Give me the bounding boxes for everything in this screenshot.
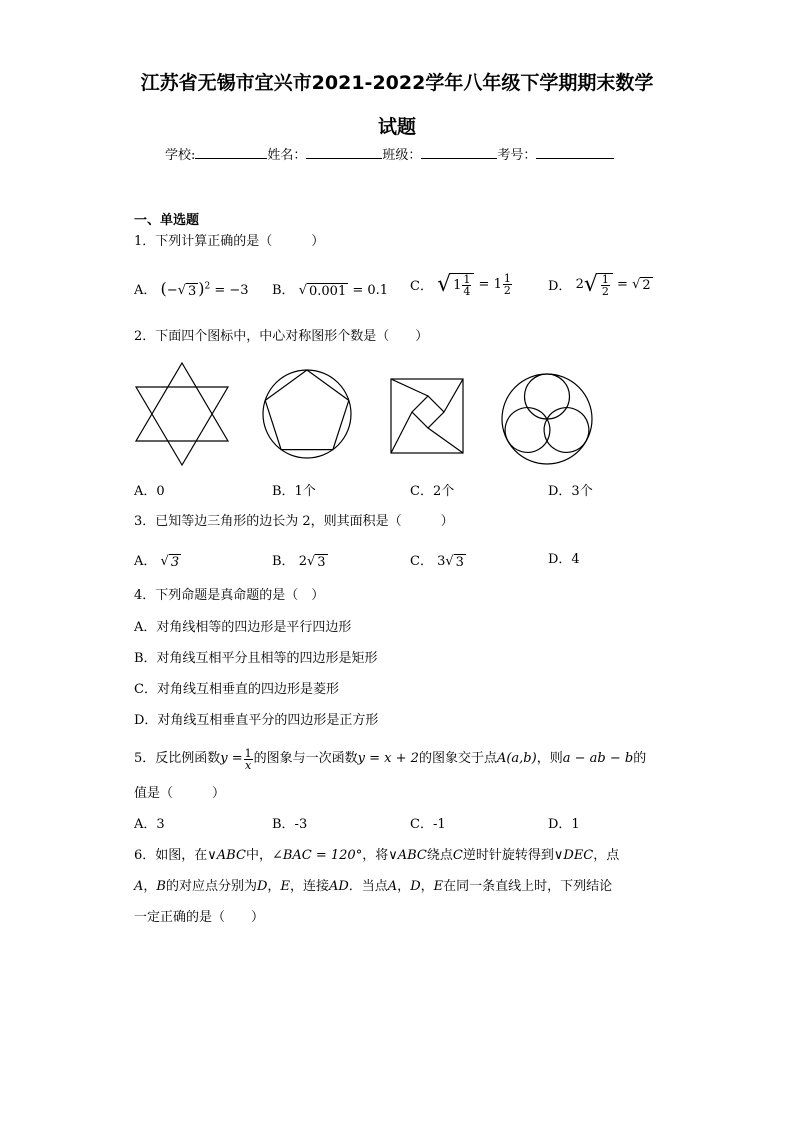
stem-text: ，则: [536, 751, 563, 766]
stem-text: 绕点: [426, 848, 453, 863]
stem-text: ，: [143, 879, 157, 894]
page-title-line2: 试题: [377, 116, 416, 138]
option-b-rhs: = 0.1: [352, 283, 389, 298]
option-label: A．: [134, 554, 157, 569]
question-3-stem: 3．已知等边三角形的边长为 2，则其面积是（ ）: [134, 514, 454, 529]
fraction-denominator: 4: [463, 284, 471, 298]
option-label: D．: [548, 279, 572, 294]
q1-option-d: D． 2 √ $\frac{1}{2}$ = √ 2: [548, 272, 651, 298]
stem-text: ，连接: [289, 879, 329, 894]
math-expr: E: [280, 879, 290, 894]
math-expr: E: [433, 879, 444, 894]
math-expr: D: [410, 879, 421, 894]
fraction-denominator: x: [245, 758, 252, 772]
page-title: 江苏省无锡市宜兴市2021-2022学年八年级下学期期末数学: [140, 72, 654, 94]
name-label: 姓名：: [267, 148, 307, 163]
stem-text: ，将: [362, 848, 389, 863]
class-blank: [421, 146, 497, 159]
stem-text: 的对应点分别为: [165, 879, 257, 894]
stem-text: 6．如图，在: [134, 848, 208, 863]
school-label: 学校:: [165, 148, 196, 163]
stem-text: 5．反比例函数: [134, 751, 221, 766]
math-expr: ∨DEC: [553, 848, 594, 863]
q4-option-c: C．对角线互相垂直的四边形是菱形: [134, 682, 339, 697]
math-expr: AD: [328, 879, 349, 894]
math-expr: y = x + 2: [357, 751, 419, 766]
radicand: 2: [642, 277, 651, 293]
q1-option-a: A． (− √ 3 )$^2$ = −3: [134, 279, 249, 299]
section-heading: 一、单选题: [134, 213, 200, 228]
coefficient: 2: [298, 554, 307, 569]
question-4-stem: 4．下列命题是真命题的是（ ）: [134, 588, 325, 603]
option-a-rhs: = −3: [214, 283, 249, 298]
exponent: 2: [204, 281, 211, 292]
q3-option-c: C． 3 √ 3: [410, 554, 464, 570]
stem-text: ，: [267, 879, 281, 894]
stem-text: 逆时针旋转得到: [462, 848, 554, 863]
question-6-stem-line2: [134, 879, 612, 895]
math-expr: y =: [220, 751, 243, 766]
q2-option-d: D．3个: [548, 484, 593, 499]
stem-text: ，: [397, 879, 411, 894]
question-5-stem: [134, 744, 646, 774]
math-expr: A(a,b): [496, 751, 537, 766]
coefficient: 3: [437, 554, 446, 569]
question-6-stem-line3: 一定正确的是（ ）: [134, 910, 265, 925]
fraction-denominator: 2: [601, 284, 609, 298]
math-expr: C: [452, 848, 463, 863]
q2-option-b: B．1个: [272, 484, 316, 499]
q1-option-c: C． √ 1 $\frac{1}{4}$ = 1 $\frac{1}{2}$: [410, 272, 511, 298]
math-expr: ∠BAC = 120°: [271, 848, 363, 863]
q1-option-b: B． √ 0.001 = 0.1: [272, 283, 389, 299]
stem-text: 中，: [245, 848, 272, 863]
radicand: 3: [455, 554, 464, 570]
option-label: C．: [410, 554, 433, 569]
math-expr: A: [387, 879, 398, 894]
fraction-numerator: 1: [503, 272, 511, 285]
q3-option-d: D．4: [548, 552, 580, 567]
class-label: 班级：: [382, 148, 422, 163]
question-1-stem: 1．下列计算正确的是（ ）: [134, 234, 325, 249]
question-6-stem-line1: [134, 848, 619, 864]
mixed-whole: 1: [453, 277, 462, 293]
pentagon-in-circle-figure: [261, 368, 353, 460]
math-expr: A: [134, 879, 144, 894]
q4-option-a: A．对角线相等的四边形是平行四边形: [134, 620, 352, 635]
radicand: 0.001: [309, 283, 347, 299]
stem-text: 的图象交于点: [418, 751, 497, 766]
pinwheel-square-figure: [390, 378, 464, 454]
option-label: A．: [134, 283, 157, 298]
coefficient: 2: [575, 277, 584, 292]
stem-text: ．当点: [348, 879, 388, 894]
equals-sign: =: [617, 277, 628, 292]
math-expr: B: [156, 879, 166, 894]
option-label: B．: [272, 554, 295, 569]
fraction-denominator: 2: [503, 284, 511, 297]
q5-option-a: A．3: [134, 817, 165, 832]
q5-option-b: B．-3: [272, 817, 308, 832]
number-label: 考号：: [497, 148, 537, 163]
option-c-rhs: = 1: [478, 277, 502, 292]
hexagram-figure: [134, 362, 230, 466]
school-blank: [195, 146, 267, 159]
trefoil-in-circle-figure: [500, 372, 594, 466]
name-blank: [306, 146, 382, 159]
stem-text: ，: [420, 879, 434, 894]
stem-text: 的图象与一次函数: [253, 751, 358, 766]
math-expr: a − ab − b: [562, 751, 634, 766]
math-expr: D: [256, 879, 268, 894]
radicand: 3: [317, 554, 326, 570]
radicand: 3: [187, 283, 197, 299]
q3-option-a: A． √ 3: [134, 554, 180, 570]
q4-option-b: B．对角线互相平分且相等的四边形是矩形: [134, 651, 378, 666]
radicand: 3: [170, 554, 180, 570]
option-label: B．: [272, 283, 295, 298]
q4-option-d: D．对角线互相垂直平分的四边形是正方形: [134, 713, 379, 728]
math-expr: ∨ABC: [207, 848, 246, 863]
stem-text: 的: [633, 751, 647, 766]
q2-option-c: C．2个: [410, 484, 455, 499]
option-label: C．: [410, 279, 433, 294]
fraction-numerator: 1: [244, 746, 252, 760]
q5-option-d: D．1: [548, 817, 580, 832]
q2-option-a: A．0: [134, 484, 165, 499]
math-expr: ∨ABC: [388, 848, 427, 863]
fraction-numerator: 1: [601, 272, 609, 286]
question-5-stem-line2: 值是（ ）: [134, 786, 226, 801]
stem-text: ，点: [593, 848, 620, 863]
fraction-numerator: 1: [463, 272, 471, 286]
number-blank: [536, 146, 614, 159]
q5-option-c: C．-1: [410, 817, 446, 832]
question-2-stem: 2．下面四个图标中，中心对称图形个数是（ ）: [134, 329, 429, 344]
student-info-fields: [165, 146, 614, 164]
stem-text: 在同一条直线上时，下列结论: [443, 879, 613, 894]
q3-option-b: B． 2 √ 3: [272, 554, 326, 570]
